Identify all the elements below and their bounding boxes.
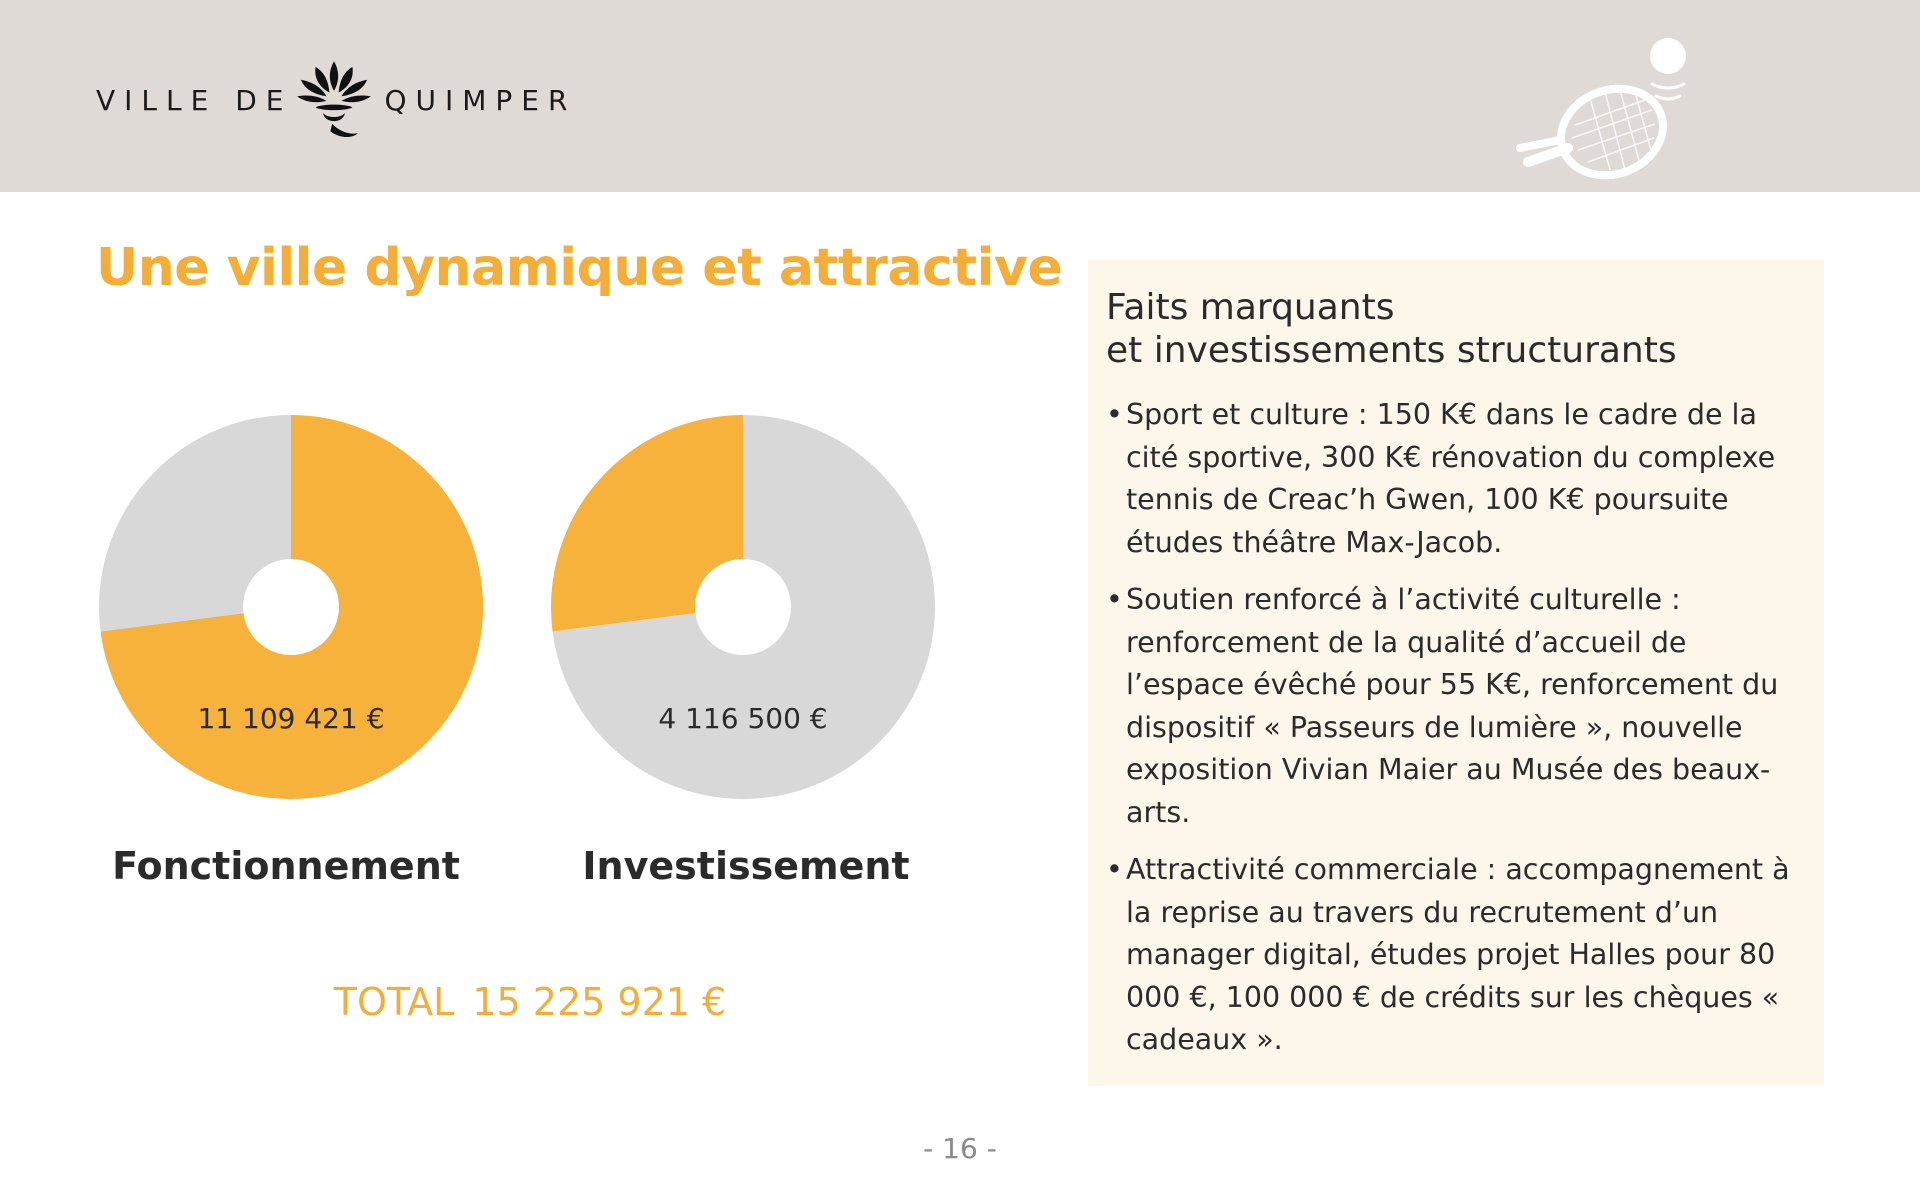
bullet-marker: •: [1106, 398, 1123, 431]
tennis-racket-ball-icon: [1440, 30, 1700, 180]
list-item-text: Sport et culture : 150 K€ dans le cadre de la cité sportive, 300 K€ rénovation du complexe tennis de Creac’h Gwen, 100 K€ poursuite études théâtre Max-Jacob.: [1126, 398, 1776, 559]
highlights-list: [1106, 394, 1802, 1062]
quimper-emblem-icon: [288, 54, 380, 146]
list-item-text: Attractivité commerciale : accompagnement à la reprise au travers du recrutement d’un manager digital, études projet Halles pour 80 000 €, 100 000 € de crédits sur les chèques « cadeaux ».: [1126, 853, 1790, 1056]
chart-value-investissement: 4 116 500 €: [658, 702, 828, 735]
header-band: [0, 0, 1920, 192]
total-line: [270, 980, 790, 1024]
chart-value-fonctionnement: 11 109 421 €: [197, 702, 385, 735]
list-item: [1106, 394, 1802, 564]
total-amount: 15 225 921 €: [472, 980, 727, 1024]
donut-chart-fonctionnement: [96, 412, 486, 802]
bullet-marker: •: [1106, 853, 1123, 886]
donut-hole: [243, 559, 339, 655]
chart-fonctionnement: [96, 412, 486, 802]
highlights-title-line2: et investissements structurants: [1106, 330, 1677, 371]
chart-caption-investissement: Investissement: [582, 844, 910, 888]
chart-investissement: [548, 412, 938, 802]
list-item-text: Soutien renforcé à l’activité culturelle : renforcement de la qualité d’accueil de l’espace évêché pour 55 K€, renforcement du dispositif « Passeurs de lumière », nouvelle exposition Vivian Maier au Musée des beaux-arts.: [1126, 583, 1779, 829]
donut-hole: [695, 559, 791, 655]
page-number: - 16 -: [923, 1132, 997, 1165]
donut-chart-investissement: [548, 412, 938, 802]
highlights-box: [1088, 260, 1824, 1086]
page-title: Une ville dynamique et attractive: [96, 238, 1063, 298]
list-item: [1106, 579, 1802, 834]
logo-text-left: VILLE DE: [96, 83, 293, 117]
total-label: TOTAL: [333, 980, 455, 1024]
highlights-title-line1: Faits marquants: [1106, 287, 1395, 328]
bullet-marker: •: [1106, 583, 1123, 616]
highlights-title: [1106, 286, 1802, 372]
chart-caption-fonctionnement: Fonctionnement: [112, 844, 460, 888]
city-logo: [96, 60, 576, 140]
list-item: [1106, 849, 1802, 1062]
logo-text-right: QUIMPER: [384, 83, 577, 117]
